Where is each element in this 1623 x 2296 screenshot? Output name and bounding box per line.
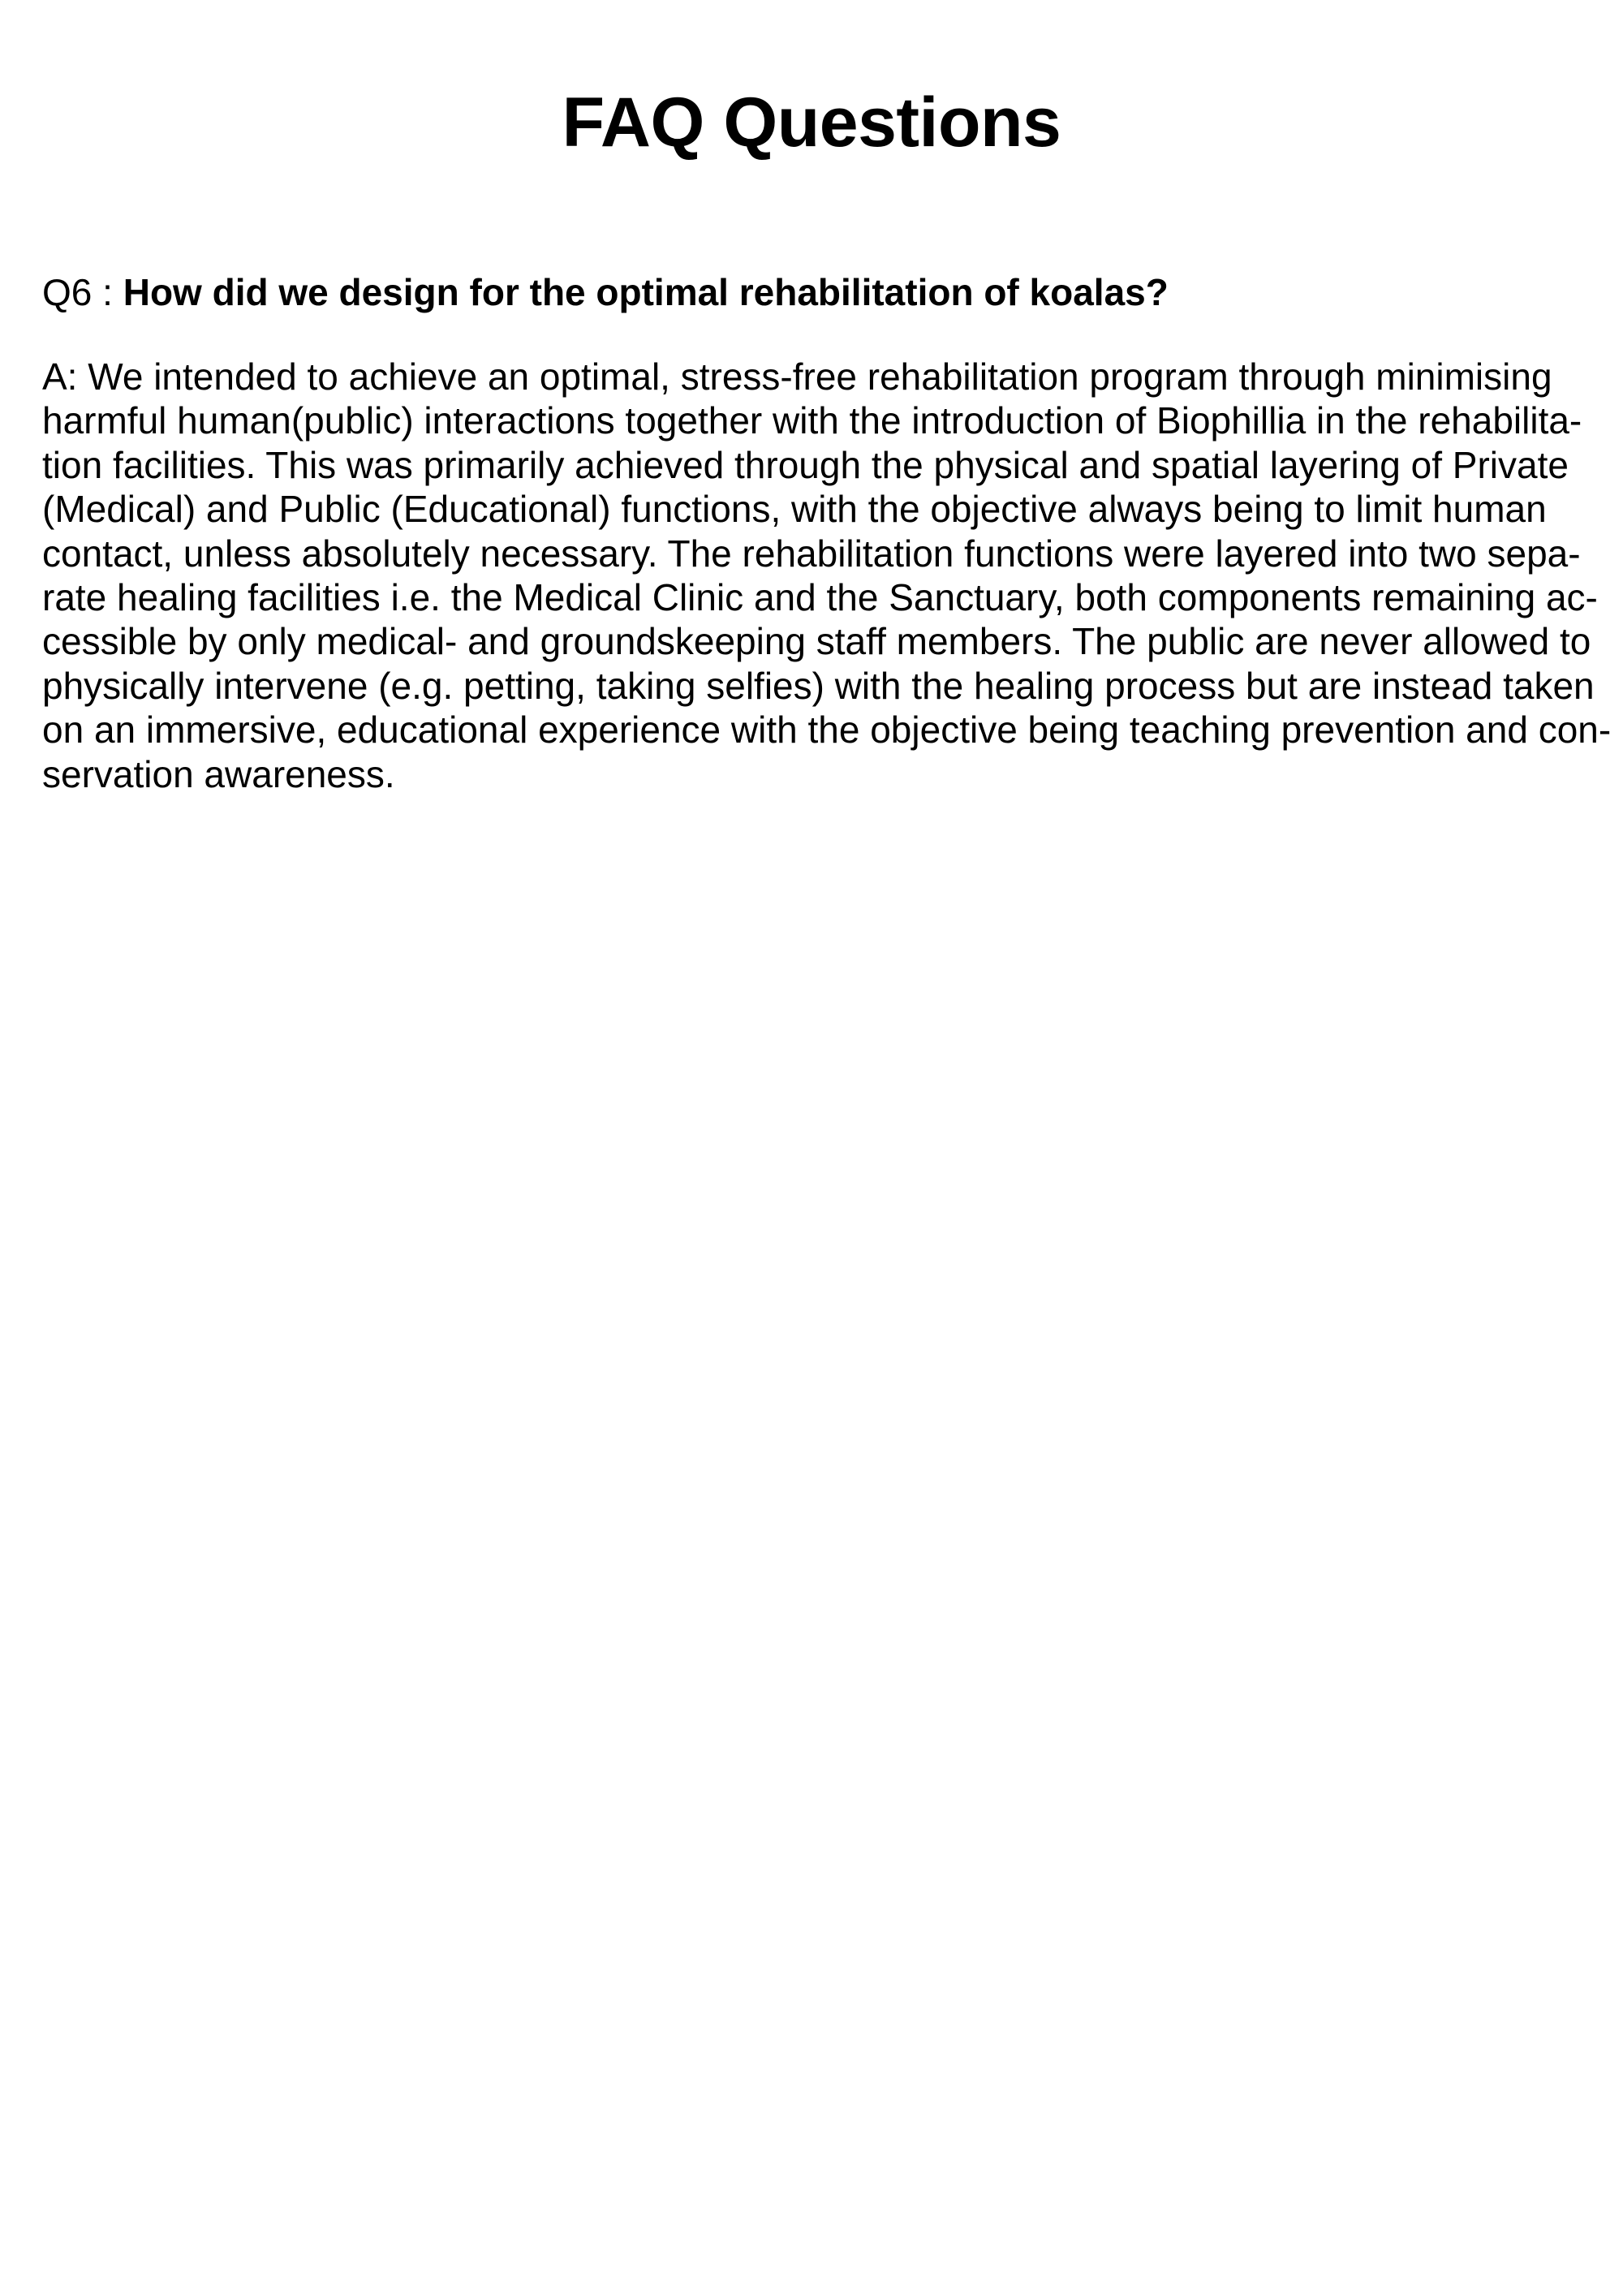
answer-line: servation awareness.: [42, 752, 395, 795]
answer-line: physically intervene (e.g. petting, taking selfies) with the healing process but are instead taken: [42, 664, 1595, 707]
question-text: How did we design for the optimal rehabilitation of koalas?: [123, 271, 1169, 313]
question-number: Q6 :: [42, 271, 123, 313]
faq-question: [42, 266, 1584, 318]
answer-line: on an immersive, educational experience with the objective being teaching prevention and con-: [42, 709, 1612, 752]
answer-line: (Medical) and Public (Educational) functions, with the objective always being to limit human: [42, 488, 1547, 531]
answer-line: A: We intended to achieve an optimal, stress-free rehabilitation program through minimising: [42, 355, 1552, 398]
faq-answer: [42, 355, 1612, 796]
answer-line: tion facilities. This was primarily achieved through the physical and spatial layering of Private: [42, 443, 1569, 486]
page-title: FAQ Questions: [562, 84, 1061, 162]
answer-line: cessible by only medical- and groundskeeping staff members. The public are never allowed to: [42, 620, 1591, 663]
answer-line: contact, unless absolutely necessary. The rehabilitation functions were layered into two sepa-: [42, 532, 1581, 575]
answer-line: rate healing facilities i.e. the Medical Clinic and the Sanctuary, both components remaining ac-: [42, 576, 1598, 619]
answer-line: harmful human(public) interactions together with the introduction of Biophillia in the rehabilita-: [42, 399, 1582, 442]
